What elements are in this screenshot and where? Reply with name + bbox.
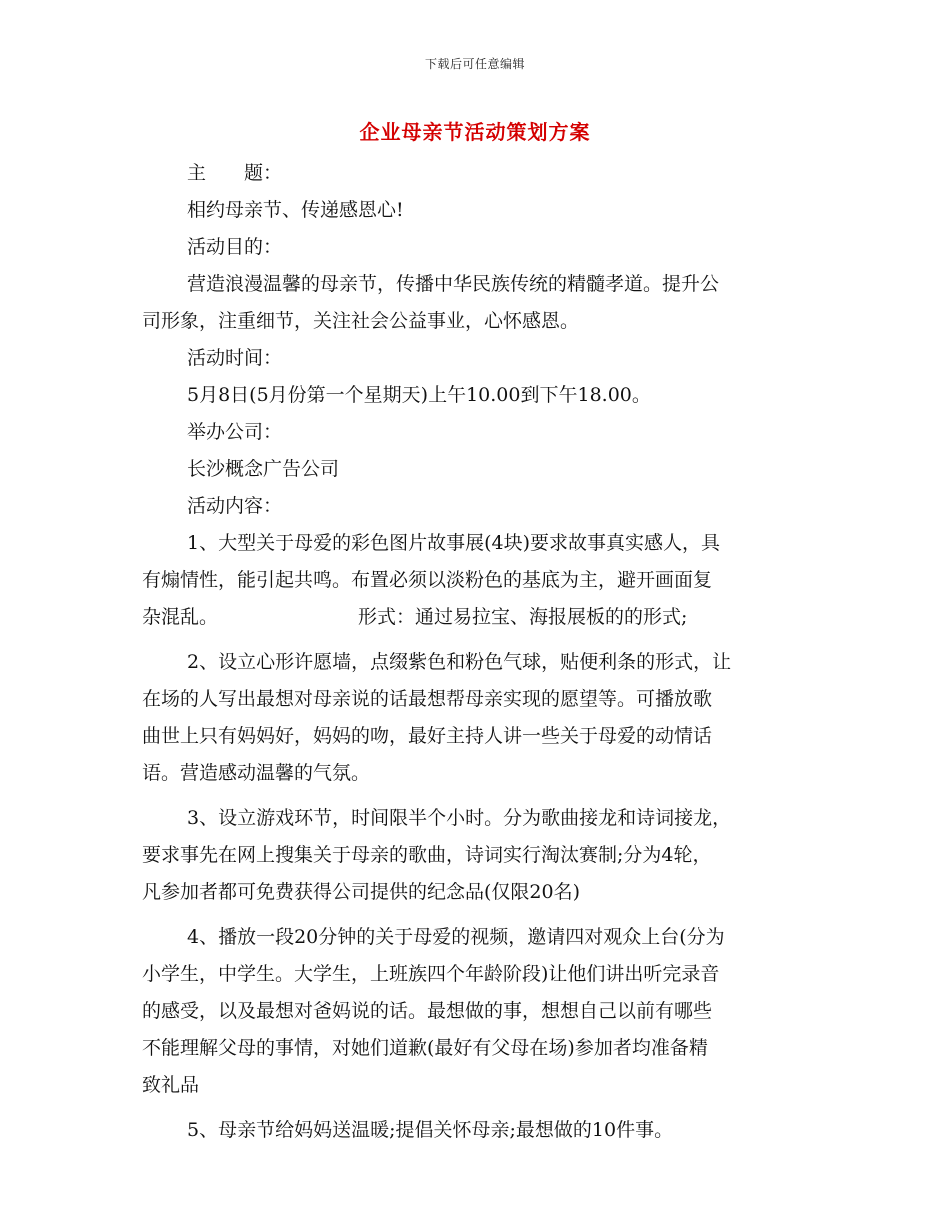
item2-text-line: 曲世上只有妈妈好，妈妈的吻，最好主持人讲一些关于母爱的动情话 xyxy=(142,725,713,747)
time-value: 5月8日(5月份第一个星期天)上午10.00到下午18.00。 xyxy=(187,384,651,406)
item2-text-line: 2、设立心形许愿墙，点缀紫色和粉色气球，贴便利条的形式，让 xyxy=(187,651,732,673)
document-title: 企业母亲节活动策划方案 xyxy=(359,120,591,144)
item1-text-segment: 杂混乱。 xyxy=(142,606,219,628)
paragraph-gap xyxy=(142,911,808,919)
item4-text-line: 不能理解父母的事情，对她们道歉(最好有父母在场)参加者均准备精 xyxy=(142,1037,708,1059)
purpose-label: 活动目的： xyxy=(187,236,283,258)
item1-form-text: 形式：通过易拉宝、海报展板的的形式; xyxy=(358,606,688,628)
item1-text-line: 有煽情性，能引起共鸣。布置必须以淡粉色的基底为主，避开画面复 xyxy=(142,569,713,591)
organizer-value: 长沙概念广告公司 xyxy=(187,458,340,480)
paragraph-gap xyxy=(142,1104,808,1112)
organizer-label: 举办公司： xyxy=(187,421,283,443)
item4-text-line: 小学生，中学生。大学生，上班族四个年龄阶段)让他们讲出听完录音 xyxy=(142,963,720,985)
item1-text-line xyxy=(142,599,808,636)
content-label: 活动内容： xyxy=(187,495,283,517)
item2-text-line: 语。营造感动温馨的气氛。 xyxy=(142,762,371,784)
purpose-text-line: 司形象，注重细节，关注社会公益事业，心怀感恩。 xyxy=(142,310,580,332)
item1-text-line: 1、大型关于母爱的彩色图片故事展(4块)要求故事真实感人，具 xyxy=(187,532,721,554)
item3-text-line: 要求事先在网上搜集关于母亲的歌曲，诗词实行淘汰赛制;分为4轮， xyxy=(142,844,712,866)
item4-text-line: 4、播放一段20分钟的关于母爱的视频，邀请四对观众上台(分为 xyxy=(187,926,725,948)
item4-text-line: 致礼品 xyxy=(142,1074,200,1096)
item3-text-line: 凡参加者都可免费获得公司提供的纪念品(仅限20名) xyxy=(142,881,581,903)
item4-text-line: 的感受，以及最想对爸妈说的话。最想做的事，想想自己以前有哪些 xyxy=(142,1000,713,1022)
time-label: 活动时间： xyxy=(187,347,283,369)
theme-label: 主 题： xyxy=(187,162,283,184)
paragraph-gap xyxy=(142,636,808,644)
item3-text-line: 3、设立游戏环节，时间限半个小时。分为歌曲接龙和诗词接龙， xyxy=(187,807,732,829)
document-body xyxy=(142,155,808,1149)
paragraph-gap xyxy=(142,792,808,800)
item5-text-line: 5、母亲节给妈妈送温暖;提倡关怀母亲;最想做的10件事。 xyxy=(187,1119,674,1141)
purpose-text-line: 营造浪漫温馨的母亲节，传播中华民族传统的精髓孝道。提升公 xyxy=(187,273,720,295)
theme-value: 相约母亲节、传递感恩心! xyxy=(187,199,404,221)
item2-text-line: 在场的人写出最想对母亲说的话最想帮母亲实现的愿望等。可播放歌 xyxy=(142,688,713,710)
page-header-note: 下载后可任意编辑 xyxy=(424,57,525,71)
